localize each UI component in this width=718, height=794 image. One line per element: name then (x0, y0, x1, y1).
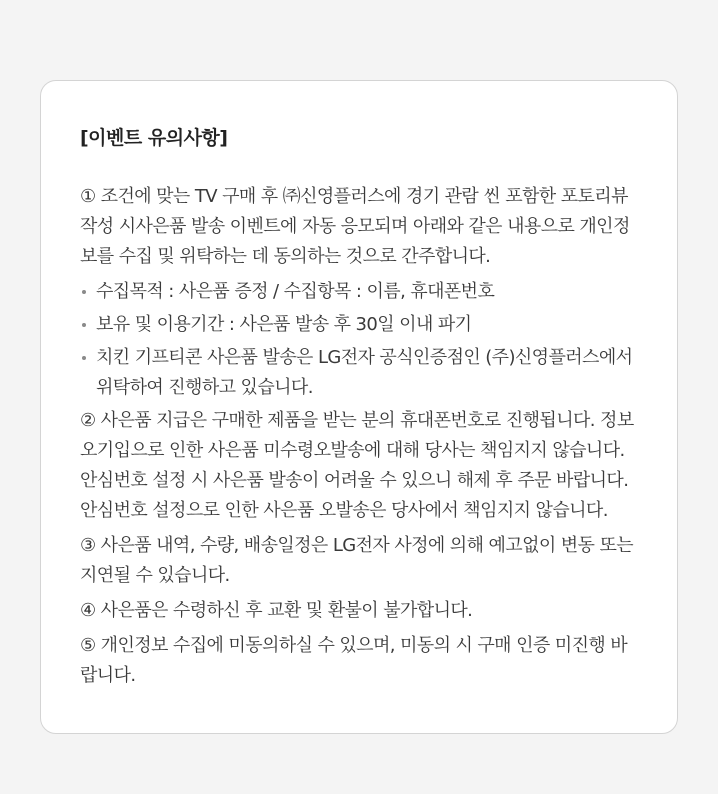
notice-bullet-item: 보유 및 이용기간 : 사은품 발송 후 30일 이내 파기 (80, 310, 641, 340)
notice-paragraph-5: ⑤ 개인정보 수집에 미동의하실 수 있으며, 미동의 시 구매 인증 미진행 바랍니다. (80, 635, 628, 686)
notice-content (80, 182, 641, 691)
notice-paragraph-2: ② 사은품 지급은 구매한 제품을 받는 분의 휴대폰번호로 진행됩니다. 정보오기입으로 인한 사은품 미수령오발송에 대해 당사는 책임지지 않습니다. 안심번호 설정 시 사은품 발송이 어려울 수 있으니 해제 후 주문 바랍니다. 안심번호 설정으로 인한 사은품 오발송은 당사에서 책임지지 않습니다. (80, 410, 634, 521)
notice-bullet-item: 치킨 기프티콘 사은품 발송은 LG전자 공식인증점인 (주)신영플러스에서 위탁하여 진행하고 있습니다. (80, 343, 641, 403)
notice-card (40, 80, 678, 734)
notice-bullet-item: 수집목적 : 사은품 증정 / 수집항목 : 이름, 휴대폰번호 (80, 277, 641, 307)
notice-bullet-list (80, 277, 641, 403)
notice-title: [이벤트 유의사항] (80, 127, 228, 149)
notice-paragraph-3: ③ 사은품 내역, 수량, 배송일정은 LG전자 사정에 의해 예고없이 변동 또는 지연될 수 있습니다. (80, 535, 634, 586)
notice-paragraph-4: ④ 사은품은 수령하신 후 교환 및 환불이 불가합니다. (80, 600, 473, 621)
notice-paragraph-1: ① 조건에 맞는 TV 구매 후 ㈜신영플러스에 경기 관람 씬 포함한 포토리뷰 작성 시사은품 발송 이벤트에 자동 응모되며 아래와 같은 내용으로 개인정보를 수집 및 위탁하는 데 동의하는 것으로 간주합니다. (80, 186, 630, 267)
